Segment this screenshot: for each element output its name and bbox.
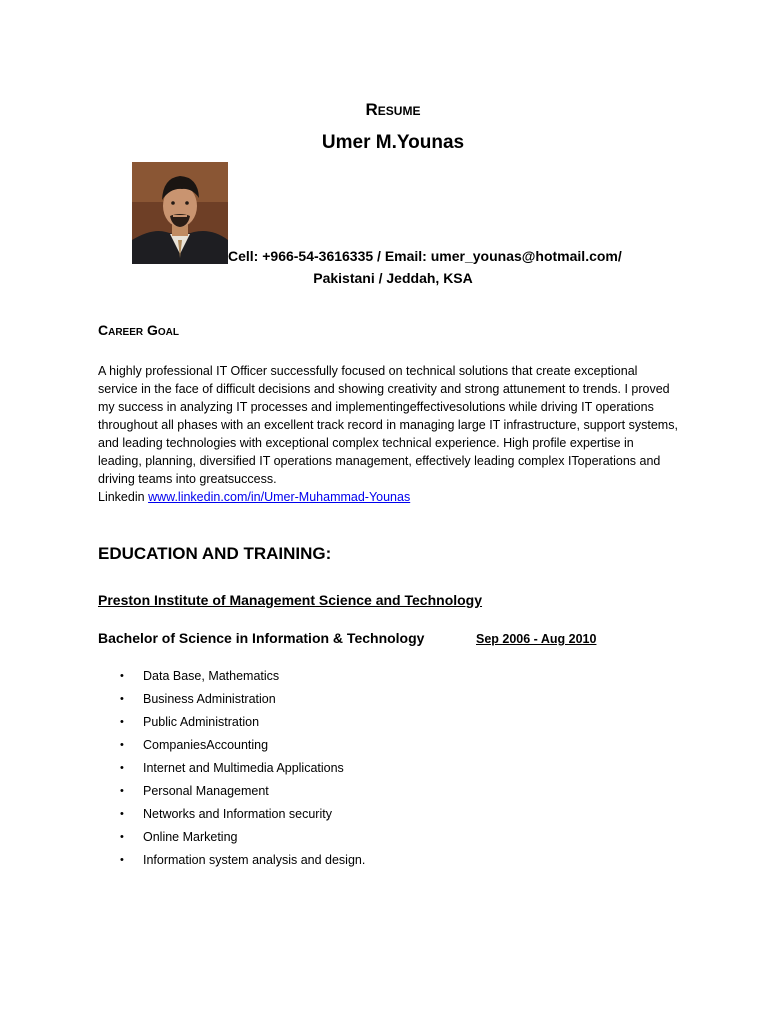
education-heading: EDUCATION AND TRAINING: (98, 544, 332, 563)
course-label: Internet and Multimedia Applications (143, 761, 344, 775)
degree-dates: Sep 2006 - Aug 2010 (476, 632, 597, 646)
bullet-icon: • (120, 808, 124, 820)
course-label: Public Administration (143, 715, 260, 729)
degree-title: Bachelor of Science in Information & Technology (98, 630, 425, 646)
bullet-icon: • (120, 762, 124, 774)
bullet-icon: • (120, 854, 124, 866)
list-item (120, 758, 365, 781)
institute-name: Preston Institute of Management Science and Technology (98, 592, 483, 608)
course-label: CompaniesAccounting (143, 738, 269, 752)
list-item (120, 666, 365, 689)
list-item (120, 827, 365, 850)
bullet-icon: • (120, 693, 124, 705)
bullet-icon: • (120, 670, 124, 682)
list-item (120, 712, 365, 735)
course-label: Networks and Information security (143, 807, 332, 821)
course-label: Information system analysis and design. (143, 853, 366, 867)
career-goal-text: A highly professional IT Officer successfully focused on technical solutions that create exceptional service in the face of difficult decisions and showing creativity and strong attunement to trends. I proved my success in analyzing IT processes and implementingeffectivesolutions while driving IT operations throughout all phases with an excellent track record in managing large IT infrastructure, support systems, and leading technologies with exceptional complex technical experience. High profile expertise in leading, planning, diversified IT operations management, effectively leading complex IToperations and driving teams into greatsuccess. (98, 364, 678, 486)
bullet-icon: • (120, 739, 124, 751)
document-heading: Resume (365, 100, 421, 119)
bullet-icon: • (120, 785, 124, 797)
course-label: Personal Management (143, 784, 269, 798)
career-goal-section (98, 362, 678, 506)
candidate-name: Umer M.Younas (321, 132, 465, 153)
contact-line: Cell: +966-54-3616335 / Email: umer_younas@hotmail.com/ (228, 248, 622, 264)
profile-photo (132, 162, 228, 264)
bullet-icon: • (120, 716, 124, 728)
career-goal-heading: Career Goal (98, 322, 180, 338)
portrait-image (132, 162, 228, 264)
course-label: Data Base, Mathematics (143, 669, 280, 683)
list-item (120, 804, 365, 827)
list-item (120, 781, 365, 804)
bullet-icon: • (120, 831, 124, 843)
list-item (120, 689, 365, 712)
linkedin-label: Linkedin (98, 490, 145, 504)
list-item (120, 735, 365, 758)
list-item (120, 850, 365, 873)
location-line: Pakistani / Jeddah, KSA (313, 270, 473, 286)
course-label: Business Administration (143, 692, 276, 706)
linkedin-link[interactable]: www.linkedin.com/in/Umer-Muhammad-Younas (148, 490, 411, 504)
course-label: Online Marketing (143, 830, 238, 844)
course-list (120, 666, 365, 873)
